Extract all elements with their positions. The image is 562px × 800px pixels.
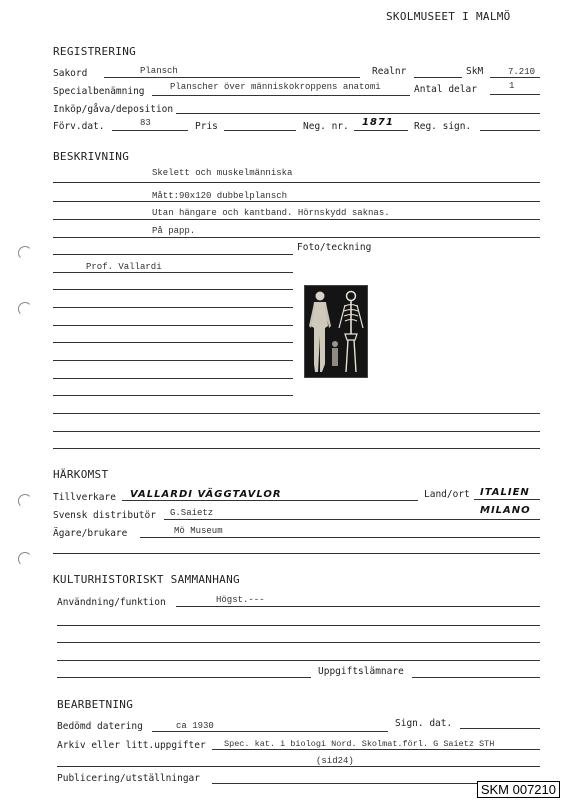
datering-line <box>152 731 388 732</box>
antal-delar-label: Antal delar <box>414 84 477 95</box>
uppgift-line <box>412 677 540 678</box>
antal-delar-value: 1 <box>509 81 515 91</box>
forv-dat-label: Förv.dat. <box>53 121 105 132</box>
inkop-line <box>176 113 540 114</box>
skm-line <box>490 77 540 78</box>
ort-value: MILANO <box>480 505 531 516</box>
foto-left-line <box>53 254 293 255</box>
besk-left-rule-8 <box>53 395 293 396</box>
kult-rule-1 <box>57 625 540 626</box>
besk-rule-2 <box>53 201 540 202</box>
besk-full-rule-3 <box>53 448 540 449</box>
section-heading-bearbetning: BEARBETNING <box>57 698 134 711</box>
anvandning-label: Användning/funktion <box>57 597 166 608</box>
arkiv-line <box>212 749 540 750</box>
anvandning-value: Högst.--- <box>216 595 265 605</box>
anvandning-line <box>176 606 540 607</box>
sakord-label: Sakord <box>53 68 88 79</box>
agare-line <box>140 537 540 538</box>
land-value: ITALIEN <box>480 487 530 498</box>
agare-label: Ägare/brukare <box>53 528 128 539</box>
besk-left-rule-7 <box>53 378 293 379</box>
neg-line <box>354 130 408 131</box>
kult-rule-2 <box>57 642 540 643</box>
tillverkare-label: Tillverkare <box>53 492 116 503</box>
besk-rule-1 <box>53 182 540 183</box>
arkiv-value: Spec. kat. i biologi Nord. Skolmat.förl. G Saietz STH <box>224 739 495 749</box>
land-ort-label: Land/ort <box>424 489 470 500</box>
punch-hole-4 <box>18 552 32 566</box>
anatomy-figures-icon <box>305 286 367 377</box>
reg-sign-label: Reg. sign. <box>414 121 472 132</box>
regsign-line <box>480 130 540 131</box>
tillverkare-line <box>122 500 418 501</box>
beskrivning-line-1: Skelett och muskelmänniska <box>152 168 293 178</box>
kult-rule-4 <box>57 677 311 678</box>
besk-full-rule-1 <box>53 413 540 414</box>
skm-value: 7.210 <box>508 67 536 77</box>
anatomy-poster-photo <box>304 285 368 378</box>
sakord-line <box>104 77 360 78</box>
besk-left-rule-6 <box>53 360 293 361</box>
pris-label: Pris <box>195 121 218 132</box>
specialbenamning-label: Specialbenämning <box>53 86 145 97</box>
besk-full-rule-2 <box>53 431 540 432</box>
arkiv-value-2: (sid24) <box>316 756 354 766</box>
institution-title: SKOLMUSEET I MALMÖ <box>386 10 511 23</box>
besk-rule-3 <box>53 219 540 220</box>
tillverkare-value: VALLARDI VÄGGTAVLOR <box>130 489 282 500</box>
punch-hole-3 <box>18 494 32 508</box>
sakord-value: Plansch <box>140 66 178 76</box>
section-heading-registrering: REGISTRERING <box>53 45 137 58</box>
harkomst-rule <box>53 553 540 554</box>
besk-left-rule-2 <box>53 289 293 290</box>
neg-nr-label: Neg. nr. <box>303 121 349 132</box>
beskrivning-line-4: På papp. <box>152 226 196 236</box>
distributor-label: Svensk distributör <box>53 510 156 521</box>
specialbenamning-value: Planscher över människokroppens anatomi <box>170 82 381 92</box>
besk-left-rule-5 <box>53 342 293 343</box>
beskrivning-line-3: Utan hängare och kantband. Hörnskydd saknas. <box>152 208 390 218</box>
pris-line <box>224 130 296 131</box>
neg-nr-value: 1871 <box>362 117 394 128</box>
foto-teckning-label: Foto/teckning <box>297 242 372 253</box>
beskrivning-line-2: Mått:90x120 dubbelplansch <box>152 191 288 201</box>
uppgiftslamnare-label: Uppgiftslämnare <box>318 666 404 677</box>
datering-label: Bedömd datering <box>57 721 143 732</box>
special-line <box>152 95 410 96</box>
catalog-id-stamp: SKM 007210 <box>477 781 560 798</box>
punch-hole-1 <box>18 246 32 260</box>
skm-label: SkM <box>466 66 484 77</box>
arkiv-line-2 <box>57 766 540 767</box>
kult-rule-3 <box>57 660 540 661</box>
datering-value: ca 1930 <box>176 721 214 731</box>
agare-value: Mö Museum <box>174 526 223 536</box>
section-heading-harkomst: HÄRKOMST <box>53 468 109 481</box>
section-heading-beskrivning: BESKRIVNING <box>53 150 130 163</box>
distributor-line <box>164 519 540 520</box>
besk-rule-4 <box>53 237 540 238</box>
realnr-line <box>414 77 462 78</box>
forv-line <box>112 130 188 131</box>
forv-dat-value: 83 <box>140 118 151 128</box>
arkiv-label: Arkiv eller litt.uppgifter <box>57 740 206 751</box>
antal-line <box>490 94 540 95</box>
besk-left-rule-3 <box>53 307 293 308</box>
section-heading-kulturhistoriskt: KULTURHISTORISKT SAMMANHANG <box>53 573 240 586</box>
besk-left-rule-1 <box>53 272 293 273</box>
author-value: Prof. Vallardi <box>86 262 162 272</box>
signdat-line <box>460 728 540 729</box>
publicering-label: Publicering/utställningar <box>57 773 200 784</box>
realnr-label: Realnr <box>372 66 407 77</box>
distributor-value: G.Saietz <box>170 508 214 518</box>
land-line <box>474 499 540 500</box>
besk-left-rule-4 <box>53 325 293 326</box>
sign-dat-label: Sign. dat. <box>395 718 453 729</box>
punch-hole-2 <box>18 302 32 316</box>
inkop-label: Inköp/gåva/deposition <box>53 104 174 115</box>
